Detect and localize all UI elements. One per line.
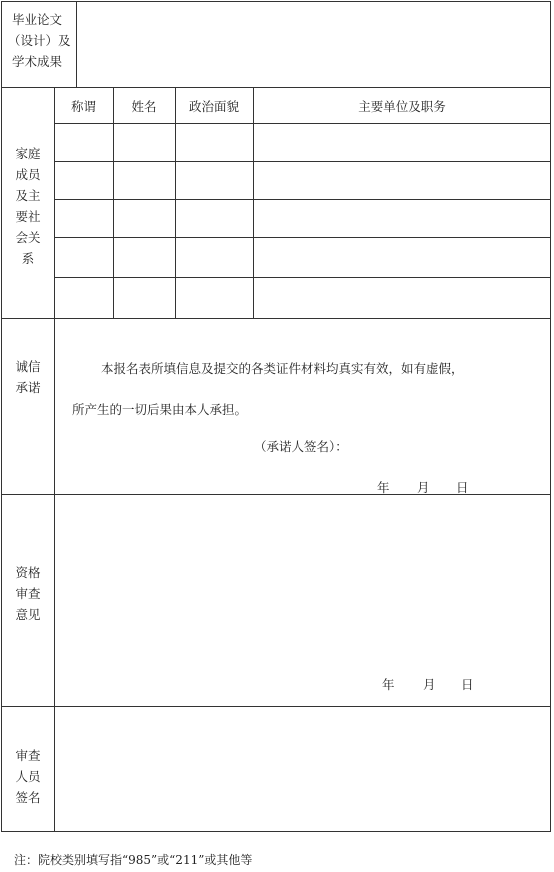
family-label-line-2: 成员 bbox=[15, 167, 41, 182]
family-label-line-5: 会关 bbox=[15, 230, 41, 245]
family-row-line-3 bbox=[54, 237, 551, 238]
integrity-label-line-2: 承诺 bbox=[15, 380, 41, 395]
pledge-date-year: 年 bbox=[377, 480, 390, 495]
reviewer-label-line-1: 审查 bbox=[15, 748, 41, 763]
review-label-line-3: 意见 bbox=[15, 607, 41, 622]
thesis-label-line-3: 学术成果 bbox=[12, 54, 63, 69]
pledge-statement-line-1: 本报名表所填信息及提交的各类证件材料均真实有效，如有虚假， bbox=[101, 361, 464, 376]
pledge-statement-line-2: 所产生的一切后果由本人承担。 bbox=[72, 402, 248, 417]
family-label-line-6: 系 bbox=[21, 251, 35, 266]
footnote: 注：院校类别填写指“985”或“211”或其他等 bbox=[14, 853, 253, 867]
family-row-line-4 bbox=[54, 277, 551, 278]
review-label-line-2: 审查 bbox=[15, 586, 41, 601]
family-label-line-4: 要社 bbox=[15, 209, 41, 224]
column-header-relation: 称谓 bbox=[70, 99, 96, 114]
review-label-line-1: 资格 bbox=[15, 565, 41, 580]
review-date-day: 日 bbox=[461, 677, 474, 692]
pledge-signature-label: （承诺人签名）： bbox=[254, 439, 348, 454]
review-date-year: 年 bbox=[382, 677, 395, 692]
family-label-line-3: 及主 bbox=[15, 188, 41, 203]
family-section-label bbox=[12, 143, 44, 269]
reviewer-label-line-3: 签名 bbox=[15, 790, 41, 805]
column-header-employer-position: 主要单位及职务 bbox=[358, 99, 446, 114]
divider-thesis-label bbox=[76, 1, 77, 87]
pledge-date-month: 月 bbox=[417, 480, 430, 495]
divider-review-bottom bbox=[1, 706, 551, 707]
integrity-label-line-1: 诚信 bbox=[15, 359, 41, 374]
thesis-section-label bbox=[8, 9, 76, 72]
family-row-line-1 bbox=[54, 161, 551, 162]
column-header-name: 姓名 bbox=[131, 99, 157, 114]
review-section-label bbox=[12, 562, 44, 625]
thesis-label-line-2: （设计）及 bbox=[8, 33, 71, 48]
family-label-line-1: 家庭 bbox=[15, 146, 41, 161]
family-row-line-2 bbox=[54, 199, 551, 200]
family-col-line-3 bbox=[253, 87, 254, 318]
family-col-line-1 bbox=[113, 87, 114, 318]
integrity-section-label bbox=[12, 356, 44, 398]
reviewer-section-label bbox=[12, 745, 44, 808]
divider-thesis-bottom bbox=[1, 87, 551, 88]
family-header-row-line bbox=[54, 123, 551, 124]
family-col-line-2 bbox=[175, 87, 176, 318]
pledge-date-day: 日 bbox=[456, 480, 469, 495]
thesis-label-line-1: 毕业论文 bbox=[12, 12, 63, 27]
reviewer-label-line-2: 人员 bbox=[15, 769, 41, 784]
column-header-political-status: 政治面貌 bbox=[188, 99, 239, 114]
review-date-month: 月 bbox=[423, 677, 436, 692]
divider-family-bottom bbox=[1, 318, 551, 319]
